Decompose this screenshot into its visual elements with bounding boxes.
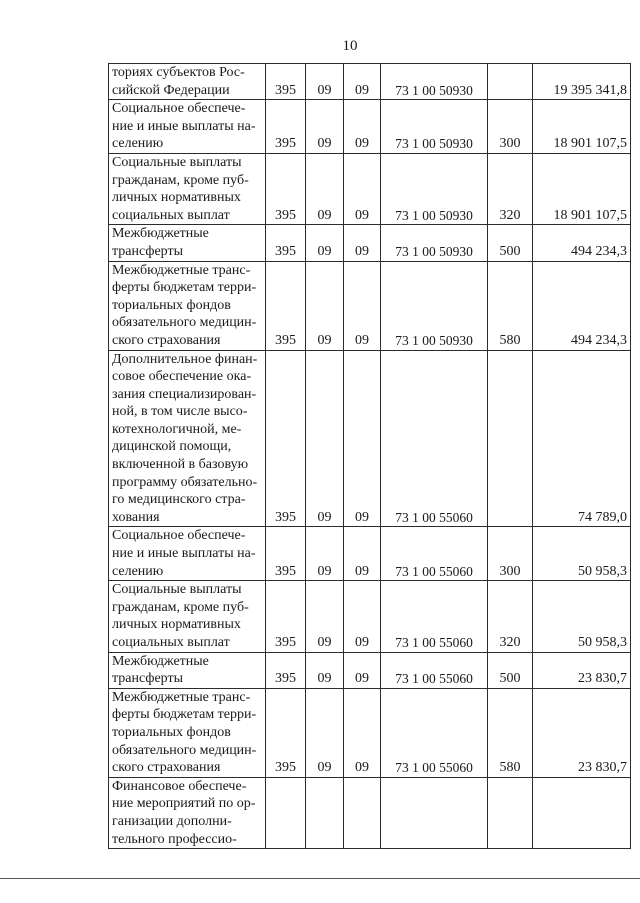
section-code-cell: 09 [306, 225, 344, 261]
department-code-cell: 395 [266, 350, 306, 527]
item-name-line: Социальные выплаты [112, 154, 242, 170]
item-name-line: Финансовое обеспече- [112, 778, 247, 794]
department-code-cell: 395 [266, 652, 306, 688]
subsection-code-cell [344, 777, 381, 848]
section-code-cell: 09 [306, 527, 344, 581]
scan-bottom-line [0, 878, 640, 879]
subsection-code-cell: 09 [344, 153, 381, 224]
table-row [109, 688, 631, 777]
table-row [109, 225, 631, 261]
expense-type-cell [488, 350, 533, 527]
item-name-cell [109, 153, 266, 224]
item-name-line: ферты бюджетам терри- [112, 280, 257, 296]
target-article-cell: 73 1 00 50930 [381, 261, 488, 350]
section-code-cell [306, 777, 344, 848]
target-article-cell: 73 1 00 55060 [381, 581, 488, 652]
item-name-line: зания специализирован- [112, 386, 257, 402]
department-code-cell: 395 [266, 688, 306, 777]
target-article-cell: 73 1 00 50930 [381, 100, 488, 154]
item-name-line: тельного профессио- [112, 831, 237, 847]
table-row [109, 261, 631, 350]
item-name-line: трансферты [112, 671, 184, 687]
item-name-line: ториях субъектов Рос- [112, 65, 245, 80]
subsection-code-cell: 09 [344, 581, 381, 652]
item-name-line: ние мероприятий по ор- [112, 796, 256, 812]
section-code-cell: 09 [306, 64, 344, 100]
section-code-cell: 09 [306, 153, 344, 224]
expense-type-cell: 320 [488, 153, 533, 224]
amount-cell: 18 901 107,5 [533, 100, 631, 154]
item-name-line: личных нормативных [112, 617, 241, 633]
item-name-cell [109, 688, 266, 777]
item-name-line: хования [112, 509, 160, 525]
expense-type-cell: 500 [488, 652, 533, 688]
item-name-line: селению [112, 563, 164, 579]
subsection-code-cell: 09 [344, 100, 381, 154]
target-article-cell: 73 1 00 50930 [381, 64, 488, 100]
target-article-cell: 73 1 00 55060 [381, 688, 488, 777]
amount-cell: 23 830,7 [533, 652, 631, 688]
department-code-cell: 395 [266, 100, 306, 154]
subsection-code-cell: 09 [344, 527, 381, 581]
amount-cell: 18 901 107,5 [533, 153, 631, 224]
item-name-cell [109, 261, 266, 350]
department-code-cell: 395 [266, 581, 306, 652]
table-row [109, 777, 631, 848]
expense-type-cell: 300 [488, 527, 533, 581]
section-code-cell: 09 [306, 350, 344, 527]
department-code-cell: 395 [266, 64, 306, 100]
item-name-line: дицинской помощи, [112, 439, 232, 455]
item-name-line: гражданам, кроме пуб- [112, 599, 249, 615]
section-code-cell: 09 [306, 581, 344, 652]
subsection-code-cell: 09 [344, 64, 381, 100]
department-code-cell [266, 777, 306, 848]
expense-type-cell [488, 777, 533, 848]
target-article-cell [381, 777, 488, 848]
item-name-line: социальных выплат [112, 207, 230, 223]
amount-cell: 494 234,3 [533, 261, 631, 350]
item-name-cell [109, 64, 266, 100]
section-code-cell: 09 [306, 261, 344, 350]
target-article-cell: 73 1 00 50930 [381, 153, 488, 224]
item-name-cell [109, 777, 266, 848]
item-name-line: программу обязательно- [112, 474, 258, 490]
item-name-line: социальных выплат [112, 635, 230, 650]
department-code-cell: 395 [266, 261, 306, 350]
amount-cell: 50 958,3 [533, 581, 631, 652]
item-name-line: Межбюджетные [112, 226, 209, 242]
expense-type-cell: 320 [488, 581, 533, 652]
item-name-line: ной, в том числе высо- [112, 404, 248, 420]
item-name-line: ние и иные выплаты на- [112, 546, 256, 562]
amount-cell: 23 830,7 [533, 688, 631, 777]
target-article-cell: 73 1 00 55060 [381, 350, 488, 527]
item-name-line: Социальные выплаты [112, 582, 242, 598]
item-name-line: сийской Федерации [112, 82, 230, 98]
table-row [109, 100, 631, 154]
item-name-cell [109, 652, 266, 688]
amount-cell: 50 958,3 [533, 527, 631, 581]
item-name-line: ториальных фондов [112, 724, 231, 740]
expense-type-cell: 580 [488, 261, 533, 350]
section-code-cell: 09 [306, 652, 344, 688]
item-name-line: Межбюджетные транс- [112, 689, 251, 705]
table-row [109, 153, 631, 224]
item-name-line: личных нормативных [112, 190, 241, 206]
item-name-line: ганизации дополни- [112, 813, 232, 829]
subsection-code-cell: 09 [344, 350, 381, 527]
item-name-line: трансферты [112, 243, 184, 259]
subsection-code-cell: 09 [344, 261, 381, 350]
expense-type-cell: 500 [488, 225, 533, 261]
item-name-line: котехнологичной, ме- [112, 421, 242, 437]
item-name-cell [109, 527, 266, 581]
item-name-line: обязательного медицин- [112, 742, 257, 758]
target-article-cell: 73 1 00 50930 [381, 225, 488, 261]
subsection-code-cell: 09 [344, 688, 381, 777]
item-name-line: го медицинского стра- [112, 492, 246, 508]
target-article-cell: 73 1 00 55060 [381, 527, 488, 581]
item-name-line: гражданам, кроме пуб- [112, 172, 249, 188]
department-code-cell: 395 [266, 527, 306, 581]
item-name-cell [109, 225, 266, 261]
department-code-cell: 395 [266, 225, 306, 261]
item-name-line: обязательного медицин- [112, 315, 257, 331]
item-name-line: селению [112, 136, 164, 152]
expense-type-cell: 580 [488, 688, 533, 777]
item-name-line: Межбюджетные [112, 653, 209, 669]
section-code-cell: 09 [306, 100, 344, 154]
item-name-line: ториальных фондов [112, 297, 231, 313]
item-name-line: Дополнительное финан- [112, 351, 258, 367]
department-code-cell: 395 [266, 153, 306, 224]
page-number: 10 [342, 38, 358, 54]
table-row [109, 64, 631, 100]
item-name-cell [109, 350, 266, 527]
table-row [109, 652, 631, 688]
expense-type-cell [488, 64, 533, 100]
item-name-line: Межбюджетные транс- [112, 262, 251, 278]
subsection-code-cell: 09 [344, 225, 381, 261]
section-code-cell: 09 [306, 688, 344, 777]
table-row [109, 581, 631, 652]
budget-table-body [109, 64, 631, 849]
amount-cell [533, 777, 631, 848]
amount-cell: 19 395 341,8 [533, 64, 631, 100]
item-name-line: ние и иные выплаты на- [112, 118, 256, 134]
item-name-line: совое обеспечение ока- [112, 369, 252, 385]
item-name-line: Социальное обеспече- [112, 101, 246, 117]
budget-table [108, 63, 631, 849]
item-name-line: ферты бюджетам терри- [112, 707, 257, 723]
amount-cell: 74 789,0 [533, 350, 631, 527]
item-name-cell [109, 100, 266, 154]
target-article-cell: 73 1 00 55060 [381, 652, 488, 688]
amount-cell: 494 234,3 [533, 225, 631, 261]
table-row [109, 350, 631, 527]
table-row [109, 527, 631, 581]
item-name-line: включенной в базовую [112, 457, 249, 473]
item-name-cell [109, 581, 266, 652]
expense-type-cell: 300 [488, 100, 533, 154]
subsection-code-cell: 09 [344, 652, 381, 688]
item-name-line: ского страхования [112, 332, 221, 348]
item-name-line: Социальное обеспече- [112, 528, 246, 544]
item-name-line: ского страхования [112, 760, 221, 776]
